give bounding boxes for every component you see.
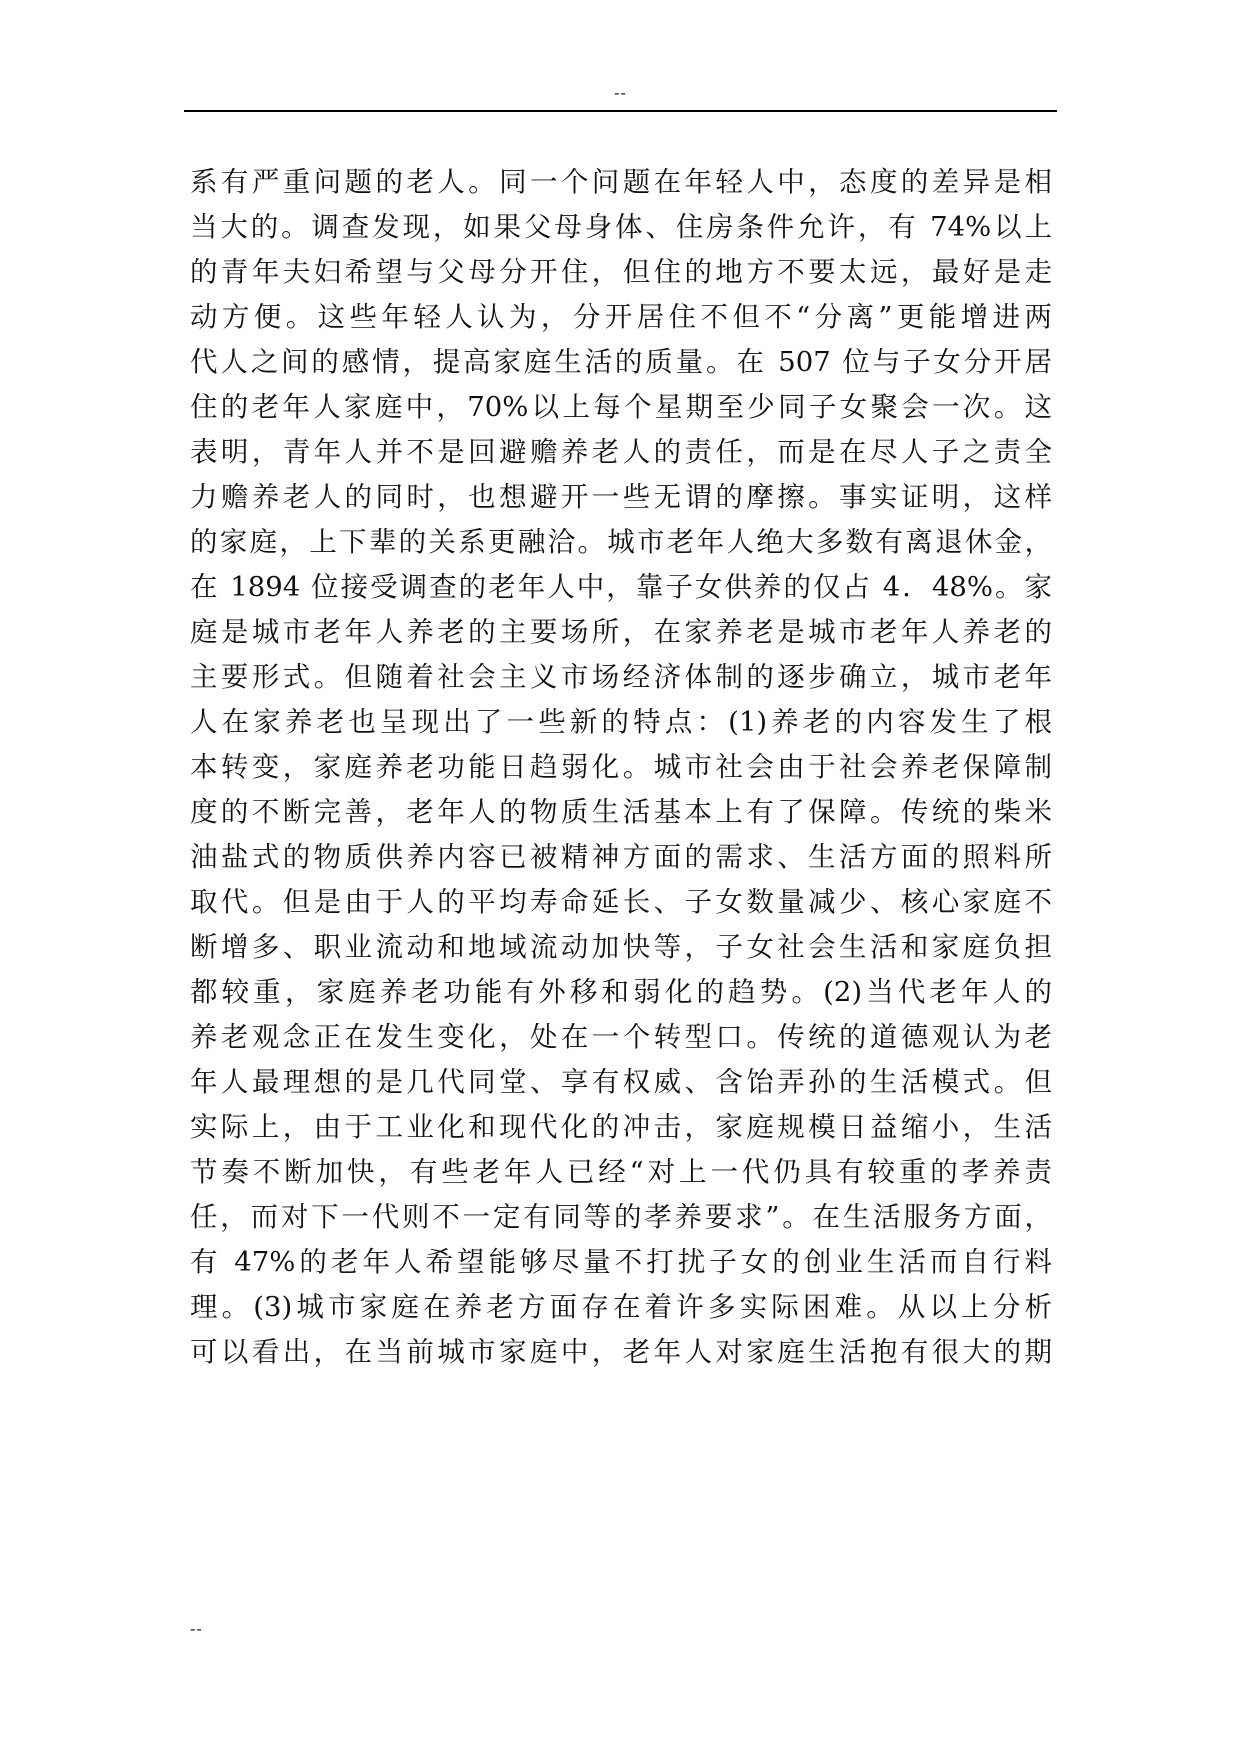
document-body — [190, 160, 1052, 1375]
text-line-7: 表明，青年人并不是回避赡养老人的责任，而是在尽人子之责全 — [190, 436, 1052, 468]
text-line-14: 本转变，家庭养老功能日趋弱化。城市社会由于社会养老保障制 — [190, 751, 1052, 783]
text-line-24: 任，而对下一代则不一定有同等的孝养要求”。在生活服务方面， — [190, 1201, 1052, 1233]
text-line-13: 人在家养老也呈现出了一些新的特点：(1)养老的内容发生了根 — [190, 706, 1052, 738]
text-line-20: 养老观念正在发生变化，处在一个转型口。传统的道德观认为老 — [190, 1021, 1052, 1053]
text-line-25: 有 47%的老年人希望能够尽量不打扰子女的创业生活而自行料 — [190, 1246, 1052, 1278]
text-line-18: 断增多、职业流动和地域流动加快等，子女社会生活和家庭负担 — [190, 931, 1052, 963]
text-line-23: 节奏不断加快，有些老年人已经“对上一代仍具有较重的孝养责 — [190, 1156, 1052, 1188]
text-line-6: 住的老年人家庭中，70%以上每个星期至少同子女聚会一次。这 — [190, 391, 1052, 423]
text-line-9: 的家庭，上下辈的关系更融洽。城市老年人绝大多数有离退休金， — [190, 526, 1052, 558]
text-line-2: 当大的。调查发现，如果父母身体、住房条件允许，有 74%以上 — [190, 211, 1052, 243]
page-header-mark: -- — [614, 83, 627, 102]
text-line-5: 代人之间的感情，提高家庭生活的质量。在 507 位与子女分开居 — [190, 346, 1052, 378]
text-line-16: 油盐式的物质供养内容已被精神方面的需求、生活方面的照料所 — [190, 841, 1052, 873]
page-footer-mark: -- — [190, 1619, 203, 1638]
text-line-26: 理。(3)城市家庭在养老方面存在着许多实际困难。从以上分析 — [190, 1291, 1052, 1323]
text-line-12: 主要形式。但随着社会主义市场经济体制的逐步确立，城市老年 — [190, 661, 1052, 693]
header-rule — [184, 110, 1057, 112]
text-line-8: 力赡养老人的同时，也想避开一些无谓的摩擦。事实证明，这样 — [190, 481, 1052, 513]
text-line-10: 在 1894 位接受调查的老年人中，靠子女供养的仅占 4．48%。家 — [190, 571, 1052, 603]
text-line-27: 可以看出，在当前城市家庭中，老年人对家庭生活抱有很大的期 — [190, 1336, 1052, 1368]
text-line-4: 动方便。这些年轻人认为，分开居住不但不“分离”更能增进两 — [190, 301, 1052, 333]
text-line-3: 的青年夫妇希望与父母分开住，但住的地方不要太远，最好是走 — [190, 256, 1052, 288]
text-line-15: 度的不断完善，老年人的物质生活基本上有了保障。传统的柴米 — [190, 796, 1052, 828]
text-line-21: 年人最理想的是几代同堂、享有权威、含饴弄孙的生活模式。但 — [190, 1066, 1052, 1098]
text-line-11: 庭是城市老年人养老的主要场所，在家养老是城市老年人养老的 — [190, 616, 1052, 648]
text-line-19: 都较重，家庭养老功能有外移和弱化的趋势。(2)当代老年人的 — [190, 976, 1052, 1008]
text-line-1: 系有严重问题的老人。同一个问题在年轻人中，态度的差异是相 — [190, 166, 1052, 198]
text-line-17: 取代。但是由于人的平均寿命延长、子女数量减少、核心家庭不 — [190, 886, 1052, 918]
text-line-22: 实际上，由于工业化和现代化的冲击，家庭规模日益缩小，生活 — [190, 1111, 1052, 1143]
